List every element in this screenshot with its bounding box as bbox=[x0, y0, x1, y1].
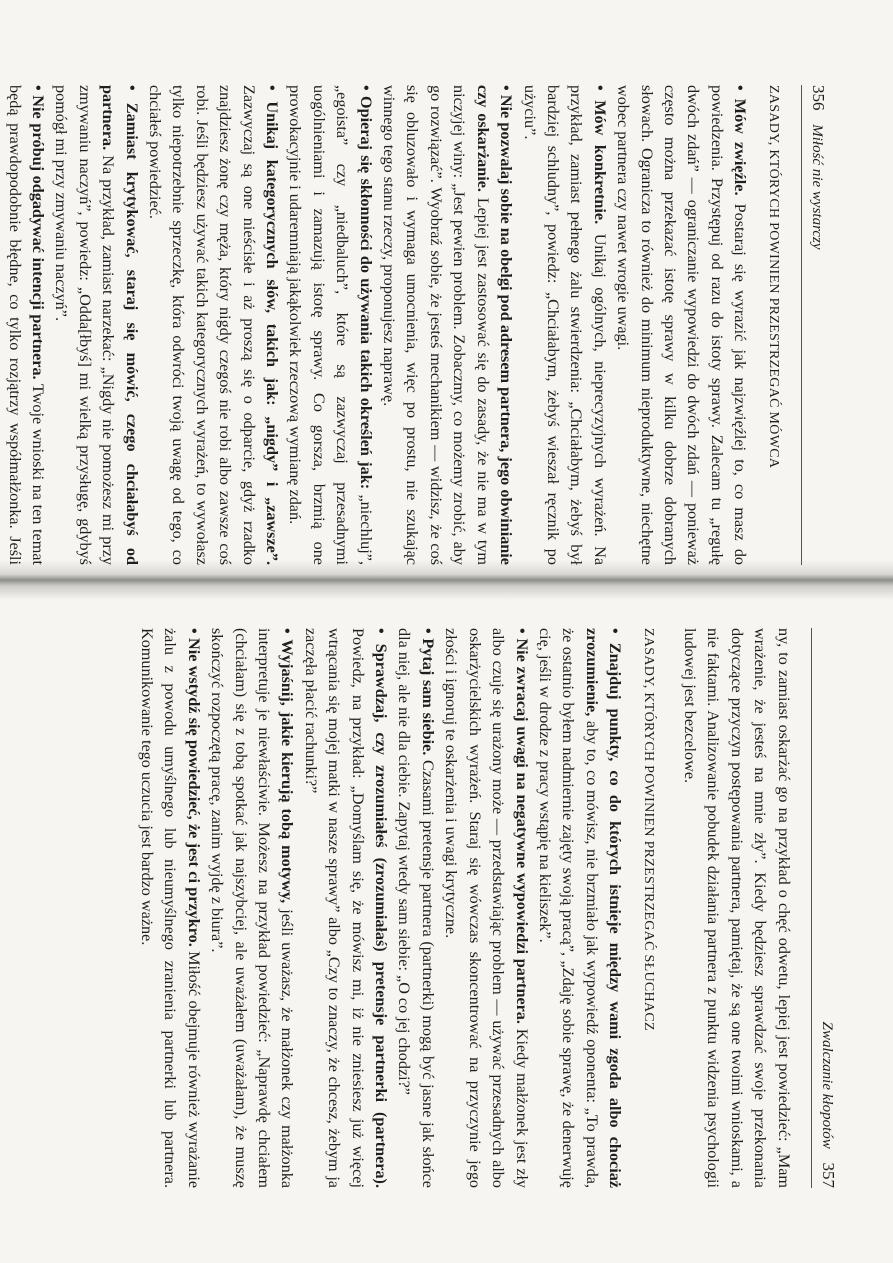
rule-lead: • Sprawdzaj, czy zrozumiałeś (zrozumiałaś) pretensje partnerki (partnera). bbox=[372, 628, 391, 1188]
rule-paragraph bbox=[49, 85, 143, 565]
page-gutter bbox=[0, 560, 893, 600]
rule-paragraph bbox=[533, 628, 627, 1188]
rule-lead: • Opieraj się skłonności do używania takich określeń jak: bbox=[356, 85, 375, 490]
left-page bbox=[5, 85, 830, 566]
rule-text: Postaraj się wyrazić jak najzwięźlej to, co masz do powiedzenia. Przystępuj od razu do istoty sprawy. Zalecam tu „regułę dwóch zdań” — ograniczanie wypowiedzi do dwóch zdań — ponieważ często można przekazać istotę sprawy w kilku dobrze dobranych słowach. Ogranicza to również do minimum nieproduktywne, niechętne wobec partnera czy nawet wrogie uwagi. bbox=[614, 85, 750, 566]
rule-lead: • Znajduj punkty, co do których istnieje między wami zgoda albo chociaż zrozumienie, bbox=[582, 628, 625, 1188]
right-running-title: Zwalczanie kłopotów bbox=[819, 1021, 835, 1149]
left-running-head bbox=[801, 85, 830, 565]
rule-lead: • Nie pozwalaj sobie na obelgi pod adresem partnera, jego obwinianie czy oskarżanie. bbox=[473, 85, 516, 565]
right-page-number: 357 bbox=[819, 1162, 838, 1188]
left-page-number: 356 bbox=[809, 85, 828, 111]
rule-lead: • Nie wstydź się powiedzieć, że jest ci przykro. bbox=[184, 628, 203, 947]
rule-paragraph bbox=[298, 628, 392, 1188]
rule-text: Kiedy małżonek jest zły albo czuje się urażony może — przedstawiając problem — używać przesadnych albo oskarżycielskich wyrażeń. Staraj się wówczas skoncentrować na przyczynie jego złości i ignoruj te oskarżenia i uwagi krytyczne. bbox=[442, 628, 531, 1188]
rule-paragraph bbox=[135, 628, 205, 1188]
rule-paragraph bbox=[205, 628, 299, 1188]
rule-text: Powiedz, na przykład: „Domyślam się, że mówisz mi, iż nie zniesiesz już więcej wtrącania się mojej matki w nasze sprawy” albo „Czy to znaczy, że chcesz, żebym ja zaczęła płacić rachunki?” bbox=[301, 628, 367, 1188]
rule-lead: • Nie próbuj odgadywać intencji partnera. bbox=[29, 85, 47, 380]
rule-lead: • Wyjaśnij, jakie kierują tobą motywy, bbox=[278, 628, 297, 904]
rule-lead: • Unikaj kategorycznych słów, takich jak: „nigdy” i „zawsze”. bbox=[263, 85, 282, 565]
rule-text: jeśli uważasz, że małżonek czy małżonka interpretuje je niewłaściwie. Możesz na przykład powiedzieć: „Naprawdę chciałem (chciałam) się z tobą spotkać jak najszybciej, ale uważałem (uważałam), że muszę skończyć rozpoczętą pracę, zanim wyjdę z biura”. bbox=[208, 628, 297, 1188]
left-running-title: Miłość nie wystarczy bbox=[809, 124, 825, 250]
rule-text: aby to, co mówisz, nie brzmiało jak wypowiedź oponenta: „To prawda, że ostatnio byłem nadmiernie zajęty swoją pracą”, „Zdaję sobie sprawę, że denerwuję cię, jeśli w drodze z pracy wstąpię na kieliszek”. bbox=[535, 628, 601, 1188]
rule-paragraph bbox=[143, 85, 283, 565]
right-running-head bbox=[811, 628, 840, 1188]
rule-paragraph bbox=[377, 85, 517, 565]
intro-paragraph: ny, to zamiast oskarżać go na przykład o chęć odwetu, lepiej jest powiedzieć: „Mam wrażenie, że jesteś na mnie zły”. Kiedy będziesz sprawdzać swoje przekonania dotyczące przyczyn postępowania partnera, pamiętaj, że są one twoimi wnioskami, a nie faktami. Analizowanie pobudek działania partnera z punktu widzenia psychologii ludowej jest bezcelowe. bbox=[680, 628, 793, 1188]
rule-text: Twoje wnioski na ten temat będą prawdopodobnie błędne, co tylko rozjątrzy współmałżonka. Jeśli bbox=[5, 85, 47, 565]
rule-text: Czasami pretensje partnera (partnerki) mogą być jasne jak słońce dla niej, ale nie dla ciebie. Zapytaj wtedy sam siebie: „O co jej chodzi?” bbox=[395, 628, 437, 1188]
rule-text: Lepiej jest zastosować się do zasady, że nie ma w tym niczyjej winy: „Jest pewien problem. Zobaczmy, co możemy zrobić, aby go rozwiązać”. Wyobraź sobie, że jesteś mechanikiem — widzisz, że coś się obluzowało i wymaga umocnienia, więc po prostu, nie szukając winnego tego stanu rzeczy, proponujesz naprawę. bbox=[380, 85, 492, 565]
rule-text: Miłość obejmuje również wyrażanie żalu z powodu umyślnego lub nieumyślnego zranienia partnerki lub partnera. Komunikowanie tego uczucia jest bardzo ważne. bbox=[138, 628, 203, 1188]
rule-lead: • Nie zwracaj uwagi na negatywne wypowiedzi partnera. bbox=[512, 628, 531, 1024]
rule-lead: • Zamiast krytykować, staraj się mówić, czego chciałabyś od partnera. bbox=[99, 85, 141, 565]
rule-lead: • Mów zwięźle. bbox=[731, 85, 750, 196]
rule-text: Zazwyczaj są one nieścisłe i aż proszą się o odparcie, gdyż rzadko znajdziesz żonę czy męża, który nigdy czegoś nie robi albo zawsze coś robi. Jeśli będziesz używać takich kategorycznych wyrażeń, to wywołasz tylko niepotrzebnie sprzeczkę, która odwróci twoją uwagę od tego, co chciałeś powiedzieć. bbox=[146, 85, 258, 565]
rule-text: Unikaj ogólnych, nieprecyzyjnych wyrażeń. Na przykład, zamiast pełnego żalu stwierdzenia: „Chciałabym, żebyś był bardziej schludny”, powiedz: „Chciałabym, żebyś wieszał ręcznik po użyciu”. bbox=[520, 85, 609, 566]
rule-lead: • Mów konkretnie. bbox=[590, 85, 609, 225]
rule-paragraph bbox=[283, 85, 377, 565]
rule-paragraph bbox=[611, 85, 751, 565]
rule-paragraph bbox=[0, 85, 49, 565]
listener-rules-title: ZASADY, KTÓRYCH POWINIEN PRZESTRZEGAĆ SŁUCHACZ bbox=[640, 628, 656, 1031]
right-page bbox=[50, 628, 840, 1188]
rule-text: „niechluj”, „egoista” czy „niedbaluch”, które są zazwyczaj przesadnymi uogólnieniami i zamazują istotę sprawy. Co gorsza, brzmią one prowokacyjnie i udaremniają jakąkolwiek rzeczową wymianę zdań. bbox=[286, 85, 375, 566]
rule-paragraph bbox=[392, 628, 439, 1188]
speaker-rules-title: ZASADY, KTÓRYCH POWINIEN PRZESTRZEGAĆ MÓWCA bbox=[765, 85, 781, 469]
rule-paragraph bbox=[517, 85, 611, 565]
rule-lead: • Pytaj sam siebie. bbox=[418, 628, 437, 756]
rule-text: Na przykład, zamiast narzekać: „Nigdy nie pomożesz mi przy zmywaniu naczyń”, powiedz: „Odda[łbyś] mi wielką przysługę, gdybyś pomógł mi przy zmywaniu naczyń”. bbox=[52, 85, 118, 565]
rule-paragraph bbox=[439, 628, 533, 1188]
